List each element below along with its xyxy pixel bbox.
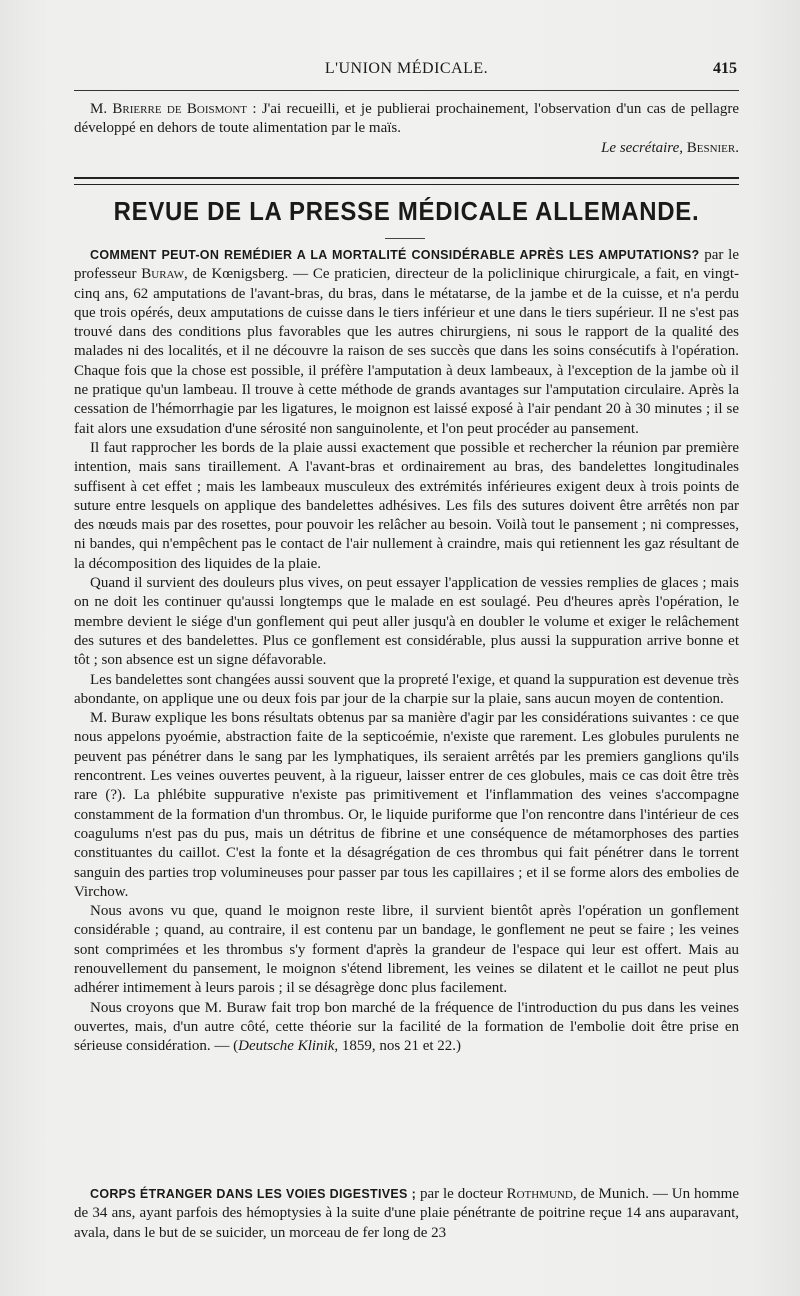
article-2-paragraph — [74, 1185, 739, 1243]
header-rule — [74, 90, 739, 91]
article-2 — [74, 1185, 739, 1243]
running-header — [74, 60, 739, 84]
page-number: 415 — [713, 60, 737, 77]
top-note — [74, 100, 739, 158]
section-title: REVUE DE LA PRESSE MÉDICALE ALLEMANDE. — [113, 196, 700, 226]
article-2-author-pre: par le docteur — [416, 1186, 507, 1202]
section-short-rule — [385, 238, 425, 239]
article-1-paragraph: Nous avons vu que, quand le moignon reste libre, il survient bientôt après l'opération un gonflement considérable ; quand, au contraire, il est contenu par un bandage, le gonflement ne peut se faire ; les veines sont comprimées et les thrombus s'y forment d'après la grandeur de l'espace qui leur est offert. Mais au renouvellement du pansement, le moignon s'étend librement, les veines se dilatent et le caillot ne peut plus adhérer intimement à leurs parois ; il se désagrège donc plus facilement. — [74, 903, 739, 997]
article-1-author-pre: par le professeur — [74, 247, 740, 283]
running-title: L'UNION MÉDICALE. — [324, 60, 489, 77]
article-1-final-text: Nous croyons que M. Buraw fait trop bon marché de la fréquence de l'introduction du pus dans les veines ouvertes, mais, d'un autre côté, cette théorie sur la facilité de la formation de l'embolie doit être prise en sérieuse considération. — ( — [74, 999, 739, 1055]
top-note-speaker: M. Brierre de Boismont — [90, 101, 247, 117]
article-2-text: , de Munich. — Un homme de 34 ans, ayant parfois des hémoptysies à la suite d'une plaie pénétrante de poitrine reçue 14 ans auparavant, avala, dans le but de se suicider, un morceau de fer long de 23 — [74, 1186, 739, 1241]
citation-journal: Deutsche Klinik, — [238, 1038, 339, 1055]
article-1-final-paragraph — [74, 999, 739, 1057]
secretary-signature — [74, 139, 739, 158]
article-1-heading: COMMENT PEUT-ON REMÉDIER A LA MORTALITÉ CONSIDÉRABLE APRÈS LES AMPUTATIONS? — [90, 248, 700, 262]
article-1 — [74, 246, 739, 1056]
article-1-paragraph: Les bandelettes sont changées aussi souvent que la propreté l'exige, et quand la suppuration est devenue très abondante, on applique une ou deux fois par jour de la charpie sur la plaie, sans aucun moyen de contention. — [74, 671, 739, 707]
article-1-paragraph: M. Buraw explique les bons résultats obtenus par sa manière d'agir par les considérations suivantes : ce que nous appelons pyoémie, abstraction faite de la septicoémie, n'existe que rarement. Les globules purulents ne peuvent pas pénétrer dans le sang par les lymphatiques, ils seraient arrêtés par les premiers ganglions qu'ils rencontrent. Les veines ouvertes peuvent, à la rigueur, laisser entrer de ces globules, mais ce cas doit être très rare (?). La phlébite suppurative n'existe pas primitivement et l'inflammation des veines s'accompagne constamment de la formation d'un thrombus. Or, le liquide puriforme que l'on rencontre dans l'intérieur de ces coagulums n'est pas du pus, mais un détritus de fibrine et une conséquence de métamorphoses des parties constituantes du caillot. C'est la fonte et la désagrégation de ces thrombus qui fait pénétrer dans le torrent sanguin des parties trop volumineuses pour passer par tous les capillaires ; et il se forme alors des embolies de Virchow. — [74, 710, 739, 900]
article-1-lead-text: , de Kœnigsberg. — Ce praticien, directeur de la policlinique chirurgicale, a fait, en vingt-cinq ans, 62 amputations de l'avant-bras, du bras, dans le métatarse, de la jambe et de la cuisse, et n'a perdu que trois opérés, deux amputations de cuisse dans le tiers inférieur et une dans le tiers supérieur. Il ne s'est pas trouvé dans des conditions plus favorables que les autres chirurgiens, ni sous le rapport de la qualité des malades ni des localités, et il ne découvre la raison de ses succès que dans les soins consécutifs à l'opération. Chaque fois que la chose est possible, il préfère l'amputation à deux lambeaux, à l'exception de la jambe où il ne pratique qu'un lambeau. Il trouve à cette méthode de grands avantages sur l'amputation circulaire. Après la cessation de l'hémorrhagie par les ligatures, le moignon est laissé exposé à l'air pendant 20 à 30 minutes ; il se fait alors une exsudation d'une sérosité non sanguinolente, et l'on peut procéder au pansement. — [74, 266, 739, 437]
article-2-author: Rothmund — [506, 1186, 573, 1202]
article-1-paragraph: Quand il survient des douleurs plus vives, on peut essayer l'application de vessies remplies de glaces ; mais on ne doit les continuer qu'aussi longtemps que le malade en est soulagé. Peu d'heures après l'opération, le membre devient le siége d'un gonflement qui peut aller jusqu'à en doubler le volume et exiger le relâchement des sutures et des bandelettes. Plus ce gonflement est considérable, plus aussi la suppuration arrive bonne et tôt ; son absence est un signe défavorable. — [74, 575, 739, 669]
top-note-text: : J'ai recueilli, et je publierai prochainement, l'observation d'un cas de pellagre développé en dehors de toute alimentation par le maïs. — [74, 101, 739, 137]
citation-details: 1859, nos 21 et 22.) — [338, 1038, 462, 1055]
secretary-name: Besnier. — [686, 139, 739, 156]
article-2-heading: CORPS ÉTRANGER DANS LES VOIES DIGESTIVES ; — [90, 1187, 417, 1201]
section-double-rule — [74, 177, 739, 185]
top-note-paragraph — [74, 100, 739, 139]
article-1-lead-paragraph — [74, 246, 739, 439]
article-1-paragraph: Il faut rapprocher les bords de la plaie aussi exactement que possible et rechercher la réunion par première intention, mais sans tiraillement. A l'avant-bras et ordinairement au bras, des bandelettes longitudinales suffisent à cet effet ; mais les lambeaux musculeux des extrémités inférieures exigent deux à trois points de suture entre lesquels on applique des bandelettes adhésives. Les fils des sutures doivent être arrêtés non par des nœuds mais par des rosettes, pour pouvoir les relâcher au besoin. Voilà tout le pansement ; ni compresses, ni bandes, qui n'empêchent pas le contact de l'air nullement à craindre, mais qui retiennent les gaz résultant de la décomposition des liquides de la plaie. — [74, 439, 739, 572]
secretary-label: Le secrétaire, — [601, 139, 683, 156]
article-1-author: Buraw — [141, 266, 184, 283]
